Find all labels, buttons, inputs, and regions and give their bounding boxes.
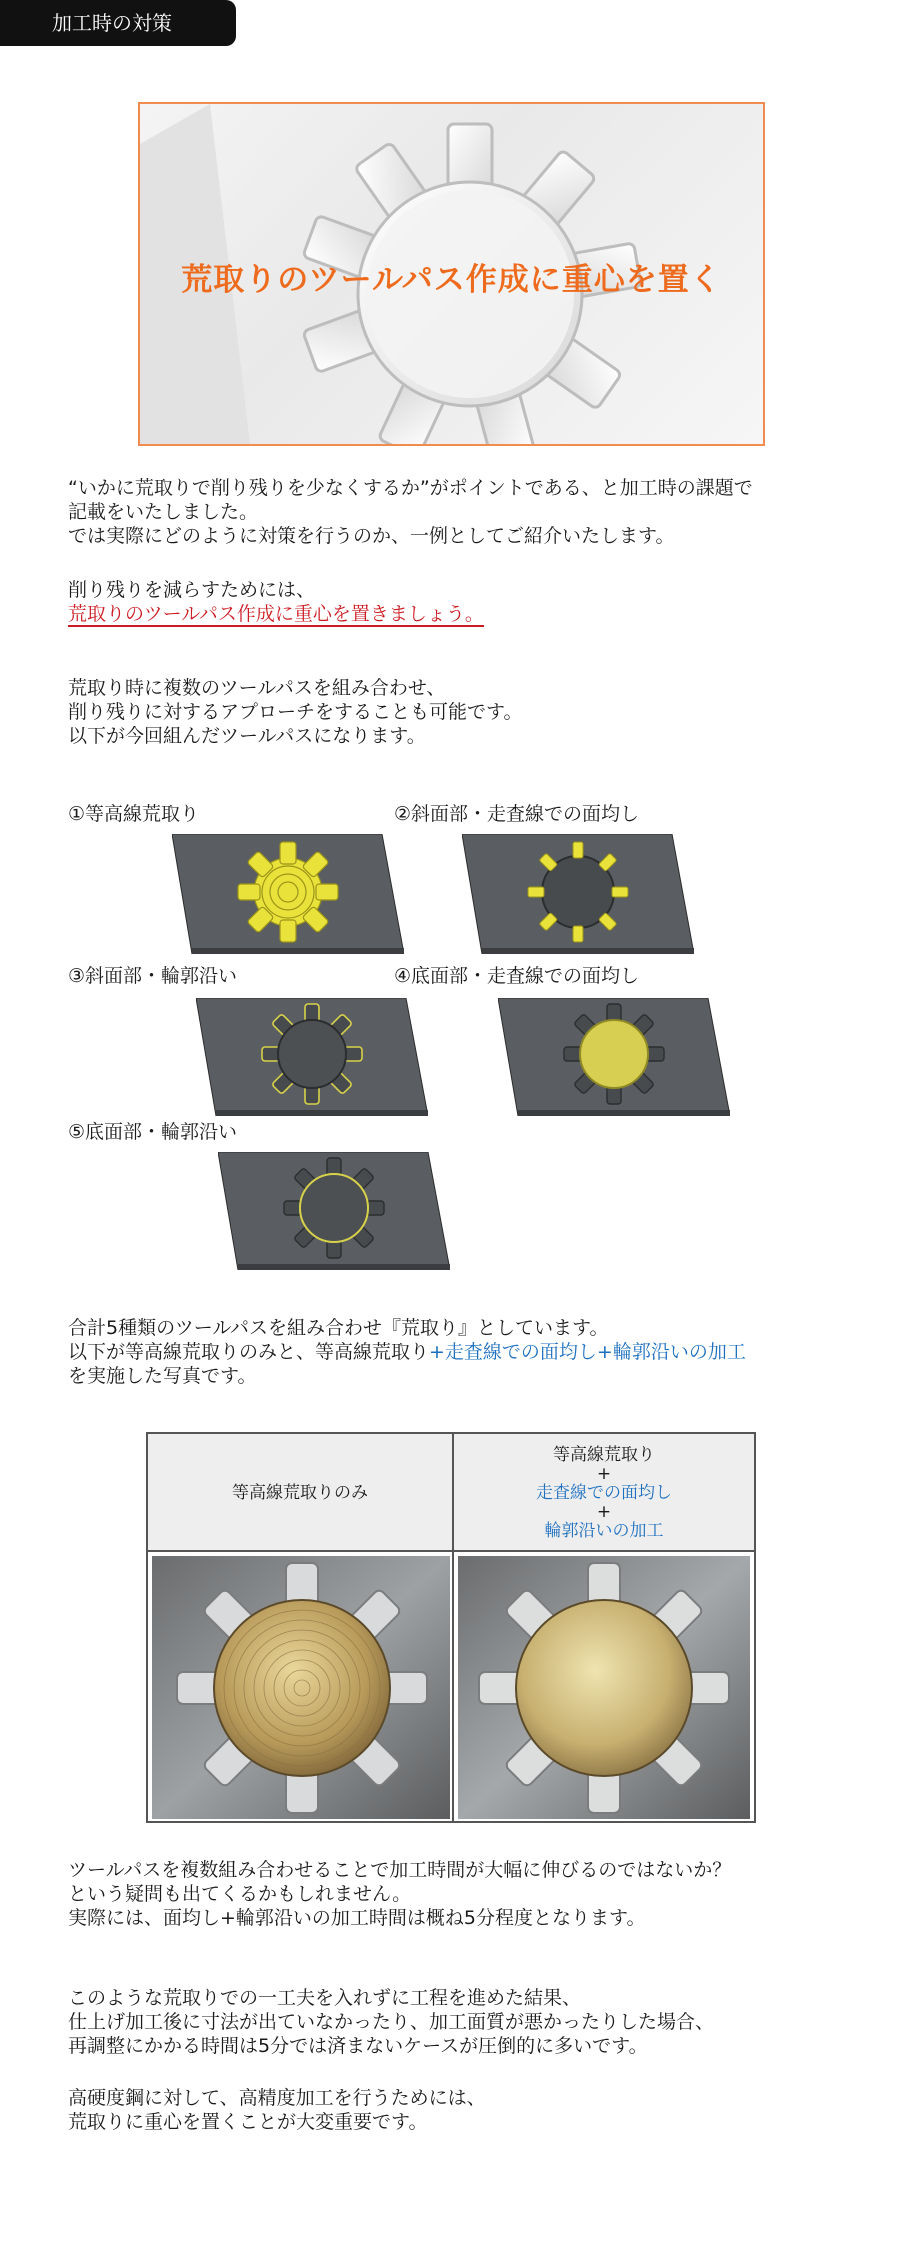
result-line: 仕上げ加工後に寸法が出ていなかったり、加工面質が悪かったりした場合、 — [68, 2011, 715, 2033]
intro-line: では実際にどのように対策を行うのか、一例としてご紹介いたします。 — [68, 525, 675, 547]
hero-image — [138, 102, 765, 446]
step-label-3: ③斜面部・輪郭沿い — [68, 965, 238, 987]
result-line: このような荒取りでの一工夫を入れずに工程を進めた結果、 — [68, 1987, 582, 2009]
header-plus: + — [596, 1464, 612, 1484]
intro-paragraph — [68, 476, 753, 548]
highlight-line: 削り残りを減らすためには、 — [68, 579, 316, 601]
intro-line: “いかに荒取りで削り残りを少なくするか”がポイントである、と加工時の課題で — [68, 477, 753, 499]
combo-line: 荒取り時に複数のツールパスを組み合わせ、 — [68, 677, 446, 699]
toolpath-image-1 — [172, 834, 404, 954]
time-paragraph — [68, 1858, 731, 1930]
step-label-2: ②斜面部・走査線での面均し — [394, 803, 640, 825]
summary-highlight: +走査線での面均し+輪郭沿いの加工 — [429, 1341, 746, 1363]
comparison-header-right — [454, 1434, 754, 1552]
header-left-label: 等高線荒取りのみ — [232, 1483, 368, 1503]
intro-line: 記載をいたしました。 — [68, 501, 259, 523]
photo-contour-only — [148, 1552, 454, 1823]
result-paragraph — [68, 1986, 714, 2058]
step-label-4: ④底面部・走査線での面均し — [394, 965, 640, 987]
conclusion-line: 高硬度鋼に対して、高精度加工を行うためには、 — [68, 2087, 486, 2109]
header-right-line: 等高線荒取り — [553, 1445, 655, 1465]
combo-line: 以下が今回組んだツールパスになります。 — [68, 725, 426, 747]
toolpath-image-2 — [462, 834, 694, 954]
conclusion-paragraph — [68, 2086, 486, 2134]
toolpath-image-3 — [196, 998, 428, 1116]
conclusion-line: 荒取りに重心を置くことが大変重要です。 — [68, 2111, 428, 2133]
summary-paragraph — [68, 1316, 746, 1388]
summary-line-a: 以下が等高線荒取りのみと、等高線荒取り — [68, 1341, 430, 1363]
step-label-1: ①等高線荒取り — [68, 803, 200, 825]
highlight-emphasis: 荒取りのツールパス作成に重心を置きましょう。 — [68, 603, 484, 625]
hero-title: 荒取りのツールパス作成に重心を置く — [181, 262, 722, 298]
time-line: ツールパスを複数組み合わせることで加工時間が大幅に伸びるのではないか？ — [68, 1859, 732, 1881]
header-plus: + — [596, 1502, 612, 1522]
section-title: 加工時の対策 — [0, 0, 236, 46]
summary-line: 合計5種類のツールパスを組み合わせ『荒取り』としています。 — [68, 1317, 609, 1339]
toolpath-image-4 — [498, 998, 730, 1116]
header-right-line: 走査線での面均し — [536, 1483, 672, 1503]
step-label-5: ⑤底面部・輪郭沿い — [68, 1121, 238, 1143]
result-line: 再調整にかかる時間は5分では済まないケースが圧倒的に多いです。 — [68, 2035, 648, 2057]
header-right-line: 輪郭沿いの加工 — [544, 1521, 664, 1541]
comparison-table — [146, 1432, 756, 1823]
time-line: 実際には、面均し+輪郭沿いの加工時間は概ね5分程度となります。 — [68, 1907, 646, 1929]
highlight-paragraph — [68, 578, 484, 626]
summary-line: を実施した写真です。 — [68, 1365, 257, 1387]
photo-combined-toolpaths — [454, 1552, 754, 1823]
time-line: という疑問も出てくるかもしれません。 — [68, 1883, 412, 1905]
comparison-header-left — [148, 1434, 454, 1552]
toolpath-image-5 — [218, 1152, 450, 1270]
combo-line: 削り残りに対するアプローチをすることも可能です。 — [68, 701, 523, 723]
combo-paragraph — [68, 676, 522, 748]
